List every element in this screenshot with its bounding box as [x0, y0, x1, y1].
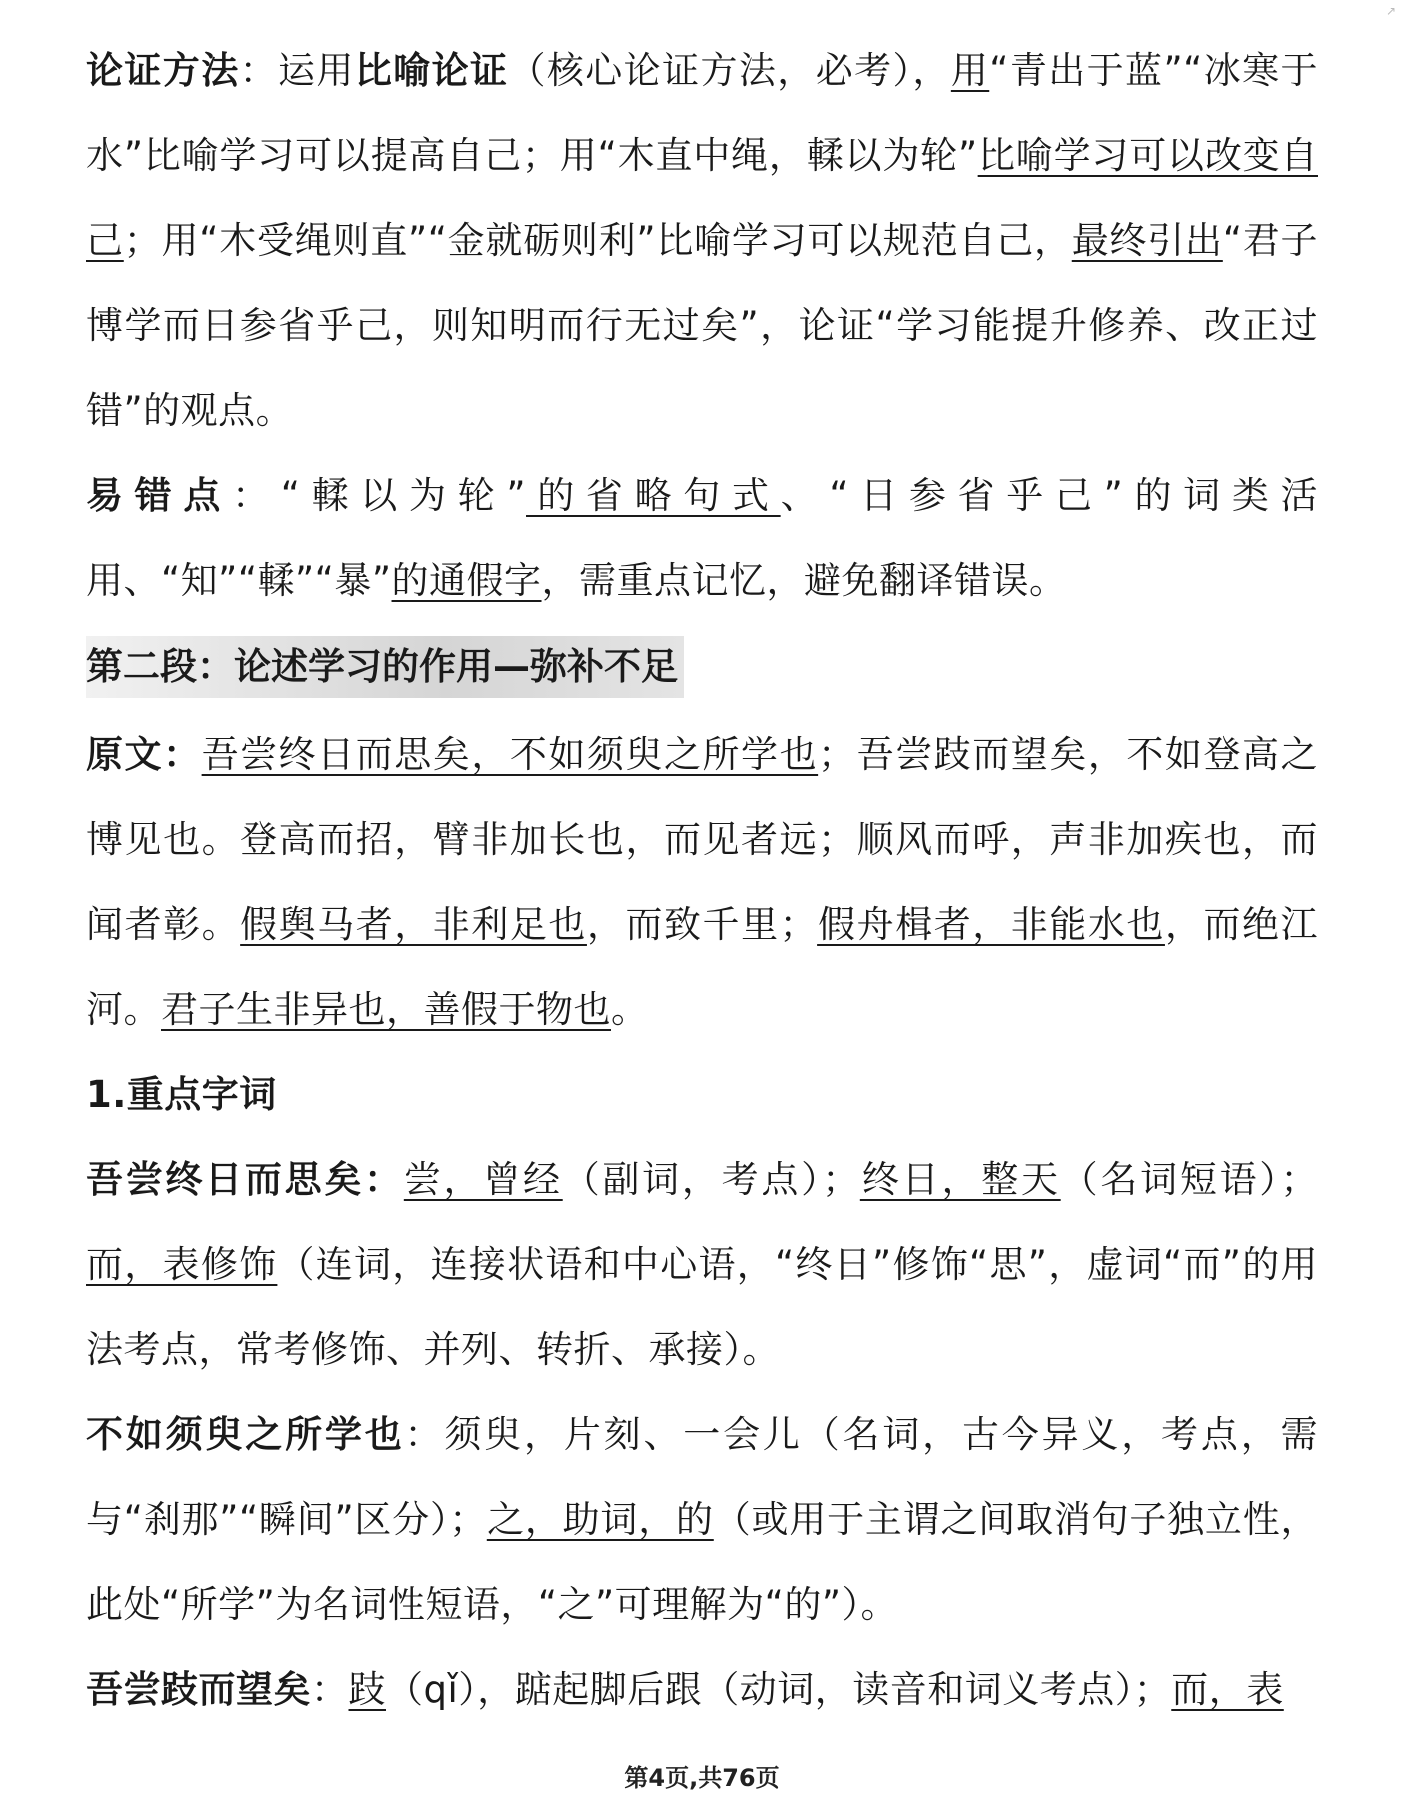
document-page	[86, 28, 1318, 1732]
label-key-word-1: 吾尝终日而思矣：	[86, 1158, 404, 1201]
label-key-word-3: 吾尝跂而望矣	[86, 1668, 311, 1711]
label-key-word-2: 不如须臾之所学也	[86, 1413, 405, 1456]
paragraph-key-word-3: 吾尝跂而望矣：跂（qǐ），踮起脚后跟（动词，读音和词义考点）；而，表	[86, 1668, 1284, 1711]
label-argument-method: 论证方法	[86, 49, 240, 92]
paragraph-original-text: 原文：吾尝终日而思矣，不如须臾之所学也；吾尝跂而望矣，不如登高之博见也。登高而招，臂非加长也，而见者远；顺风而呼，声非加疾也，而闻者彰。假舆马者，非利足也，而致千里；假舟楫者，非能水也，而绝江河。君子生非异也，善假于物也。	[86, 733, 1319, 1031]
section-heading-paragraph-two: 第二段：论述学习的作用—弥补不足	[86, 636, 684, 698]
page-number-footer: 第4页,共76页	[624, 1764, 780, 1792]
paragraph-key-word-1: 吾尝终日而思矣：尝，曾经（副词，考点）；终日，整天（名词短语）；而，表修饰（连词，连接状语和中心语，“终日”修饰“思”，虚词“而”的用法考点，常考修饰、并列、转折、承接）。	[86, 1158, 1319, 1371]
label-original-text: 原文：	[86, 733, 202, 776]
subheading-key-words: 1.重点字词	[86, 1073, 277, 1116]
label-common-errors: 易错点	[86, 474, 233, 517]
paragraph-key-word-2: 不如须臾之所学也：须臾，片刻、一会儿（名词，古今异义，考点，需与“刹那”“瞬间”区分）；之，助词，的（或用于主谓之间取消句子独立性，此处“所学”为名词性短语，“之”可理解为“的”）。	[86, 1413, 1319, 1626]
paragraph-argument-method: 论证方法：运用比喻论证（核心论证方法，必考），用“青出于蓝”“冰寒于水”比喻学习可以提高自己；用“木直中绳，輮以为轮”比喻学习可以改变自己；用“木受绳则直”“金就砺则利”比喻学习可以规范自己，最终引出“君子博学而日参省乎己，则知明而行无过矣”，论证“学习能提升修养、改正过错”的观点。	[86, 49, 1319, 432]
paragraph-common-errors: 易错点：“輮以为轮”的省略句式、“日参省乎己”的词类活用、“知”“輮”“暴”的通假字，需重点记忆，避免翻译错误。	[86, 474, 1319, 602]
term-metaphor-argument: 比喻论证	[354, 49, 509, 92]
page-corner-icon: ↗	[1386, 4, 1397, 18]
